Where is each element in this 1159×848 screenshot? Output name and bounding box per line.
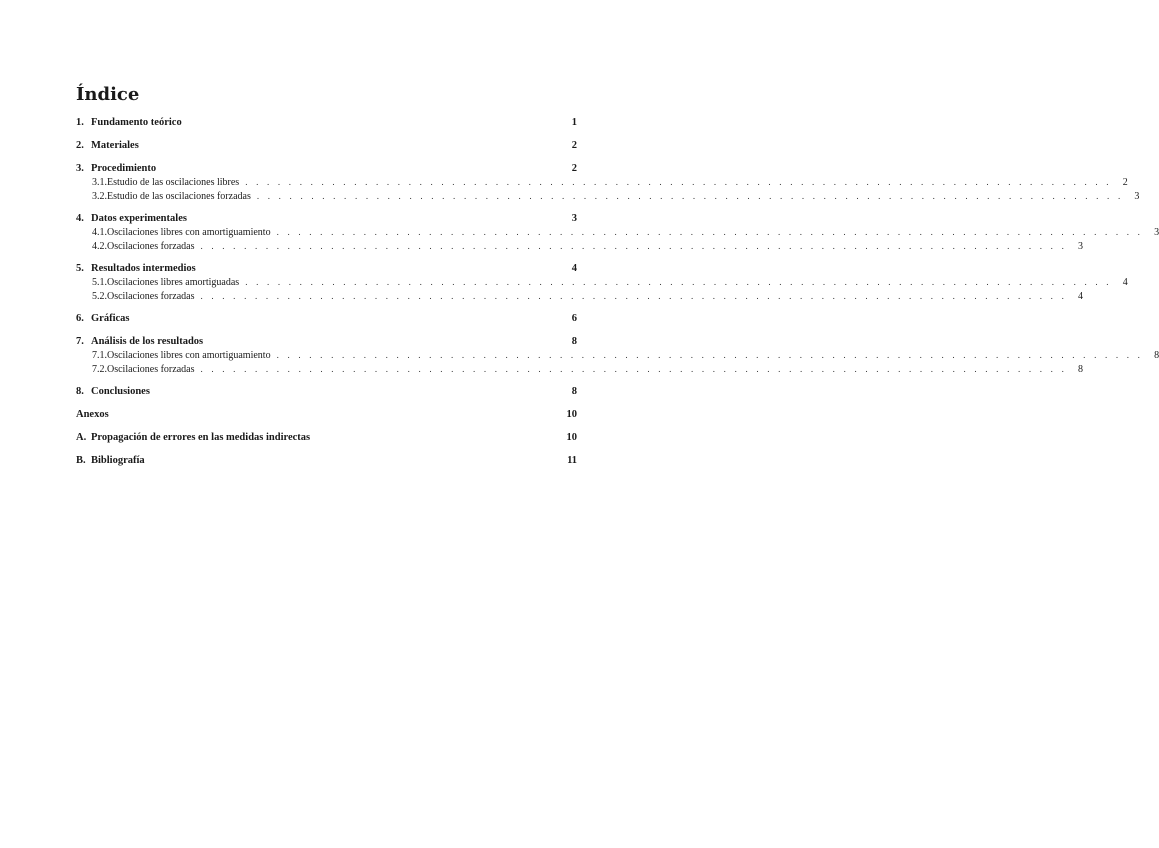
toc-leader-dots: . . . . . . . . . . . . . . . . . . . . . . . . . . . . . . . . . . . . . . . . . . . . . . . . . . . . . . . . . . . . . . . . . . . . . . . . . . . . . . . . [245, 277, 1112, 287]
toc-entry-number: 8. [76, 386, 84, 397]
toc-subentry-page: 3 [1078, 240, 1084, 252]
toc-leader-dots: . . . . . . . . . . . . . . . . . . . . . . . . . . . . . . . . . . . . . . . . . . . . . . . . . . . . . . . . . . . . . . . . . . . . . . . . . . . . . . . . [276, 350, 1144, 360]
toc-entry[interactable] [76, 138, 577, 153]
toc-entry-page: 1 [571, 117, 577, 128]
toc-entry-title: Procedimiento [91, 163, 157, 174]
toc-entry-page: 8 [571, 336, 577, 347]
toc-subentry-title: Oscilaciones forzadas [107, 363, 195, 375]
toc-section [76, 261, 1128, 303]
toc-subentry-title: Oscilaciones forzadas [107, 240, 195, 252]
toc-subentry-title: Estudio de las oscilaciones libres [107, 177, 240, 188]
toc-entry[interactable] [76, 453, 577, 468]
toc-entry-number: 6. [76, 313, 84, 324]
toc-subentry[interactable] [76, 349, 1159, 363]
toc-entry-title: Fundamento teórico [91, 117, 182, 128]
toc-subentry-page: 4 [1078, 290, 1084, 302]
toc-title: Índice [76, 84, 140, 105]
toc-subentry-page: 8 [1078, 363, 1084, 375]
toc-section [76, 161, 1140, 203]
toc-subentry-number: 3.2. [92, 190, 107, 202]
toc-leader-dots: . . . . . . . . . . . . . . . . . . . . . . . . . . . . . . . . . . . . . . . . . . . . . . . . . . . . . . . . . . . . . . . . . . . . . . . . . . . . . . . . [276, 227, 1144, 237]
toc-entry[interactable] [76, 334, 577, 349]
toc-subentry[interactable] [76, 363, 1084, 377]
toc-section [76, 138, 577, 153]
toc-entry-page: 11 [567, 455, 577, 466]
toc-subentry-page: 3 [1154, 227, 1159, 238]
toc-section [76, 453, 577, 468]
toc-entry[interactable] [76, 311, 577, 326]
toc-entry-title: Gráficas [91, 313, 130, 324]
toc-entry-title: Anexos [76, 409, 109, 420]
toc-section [76, 430, 577, 445]
toc-subentry-title: Oscilaciones libres con amortiguamiento [107, 227, 271, 238]
toc-section [76, 334, 1159, 376]
toc-subentry-number: 5.2. [92, 290, 107, 302]
toc-entry-page: 10 [566, 409, 577, 420]
toc-subentry[interactable] [76, 276, 1128, 290]
toc-entry-number: B. [76, 455, 86, 466]
toc-entry-page: 2 [571, 140, 577, 151]
toc-entry-title: Conclusiones [91, 386, 150, 397]
toc-section [76, 115, 577, 130]
toc-entry-number: 5. [76, 263, 84, 274]
toc-entry-number: 7. [76, 336, 84, 347]
toc-subentry-title: Oscilaciones libres amortiguadas [107, 277, 240, 288]
toc-entry-title: Propagación de errores en las medidas indirectas [91, 432, 311, 443]
toc-subentry-number: 5.1. [92, 277, 107, 288]
toc-subentry-page: 3 [1134, 190, 1140, 202]
toc-subentry-number: 4.2. [92, 240, 107, 252]
toc-entry[interactable] [76, 115, 577, 130]
toc-entry-title: Resultados intermedios [91, 263, 196, 274]
toc-subentry[interactable] [76, 290, 1084, 304]
toc-entry-number: A. [76, 432, 87, 443]
toc-subentry[interactable] [76, 176, 1128, 190]
toc-entry-page: 10 [566, 432, 577, 443]
toc-entry-page: 2 [571, 163, 577, 174]
toc-leader-dots: . . . . . . . . . . . . . . . . . . . . . . . . . . . . . . . . . . . . . . . . . . . . . . . . . . . . . . . . . . . . . . . . . . . . . . . . . . . . . . . . [245, 177, 1112, 187]
toc-entry-number: 3. [76, 163, 84, 174]
toc-entry-page: 6 [571, 313, 577, 324]
toc-entry-title: Datos experimentales [91, 213, 187, 224]
toc-subentry-number: 7.1. [92, 350, 107, 361]
toc-leader-dots: . . . . . . . . . . . . . . . . . . . . . . . . . . . . . . . . . . . . . . . . . . . . . . . . . . . . . . . . . . . . . . . . . . . . . . . . . . . . . . . . [200, 240, 1068, 251]
toc-entry[interactable] [76, 211, 577, 226]
toc-subentry-page: 2 [1122, 177, 1128, 188]
toc-leader-dots: . . . . . . . . . . . . . . . . . . . . . . . . . . . . . . . . . . . . . . . . . . . . . . . . . . . . . . . . . . . . . . . . . . . . . . . . . . . . . . . . [256, 190, 1124, 201]
toc-entry[interactable] [76, 407, 577, 422]
toc-entry-title: Bibliografía [91, 455, 145, 466]
toc-entry-number: 1. [76, 117, 84, 128]
toc-subentry-title: Estudio de las oscilaciones forzadas [107, 190, 251, 202]
toc-entry[interactable] [76, 430, 577, 445]
toc-subentry-number: 7.2. [92, 363, 107, 375]
toc-subentry[interactable] [76, 190, 1140, 204]
toc-entry[interactable] [76, 161, 577, 176]
table-of-contents [76, 84, 1159, 468]
toc-subentry-number: 3.1. [92, 177, 107, 188]
toc-entry-page: 4 [571, 263, 577, 274]
toc-subentry-title: Oscilaciones forzadas [107, 290, 195, 302]
toc-list [76, 115, 1159, 468]
toc-subentry-number: 4.1. [92, 227, 107, 238]
toc-subentry-page: 4 [1122, 277, 1128, 288]
toc-section [76, 384, 577, 399]
toc-leader-dots: . . . . . . . . . . . . . . . . . . . . . . . . . . . . . . . . . . . . . . . . . . . . . . . . . . . . . . . . . . . . . . . . . . . . . . . . . . . . . . . . [200, 290, 1068, 301]
toc-section [76, 407, 577, 422]
toc-subentry[interactable] [76, 226, 1159, 240]
toc-entry[interactable] [76, 261, 577, 276]
toc-leader-dots: . . . . . . . . . . . . . . . . . . . . . . . . . . . . . . . . . . . . . . . . . . . . . . . . . . . . . . . . . . . . . . . . . . . . . . . . . . . . . . . . [200, 363, 1068, 374]
toc-entry[interactable] [76, 384, 577, 399]
toc-entry-title: Análisis de los resultados [91, 336, 204, 347]
toc-subentry-title: Oscilaciones libres con amortiguamiento [107, 350, 271, 361]
toc-section [76, 211, 1159, 253]
toc-section [76, 311, 577, 326]
toc-subentry-page: 8 [1154, 350, 1159, 361]
toc-entry-title: Materiales [91, 140, 139, 151]
toc-entry-page: 8 [571, 386, 577, 397]
toc-entry-page: 3 [571, 213, 577, 224]
toc-entry-number: 2. [76, 140, 84, 151]
toc-entry-number: 4. [76, 213, 84, 224]
toc-subentry[interactable] [76, 240, 1084, 254]
